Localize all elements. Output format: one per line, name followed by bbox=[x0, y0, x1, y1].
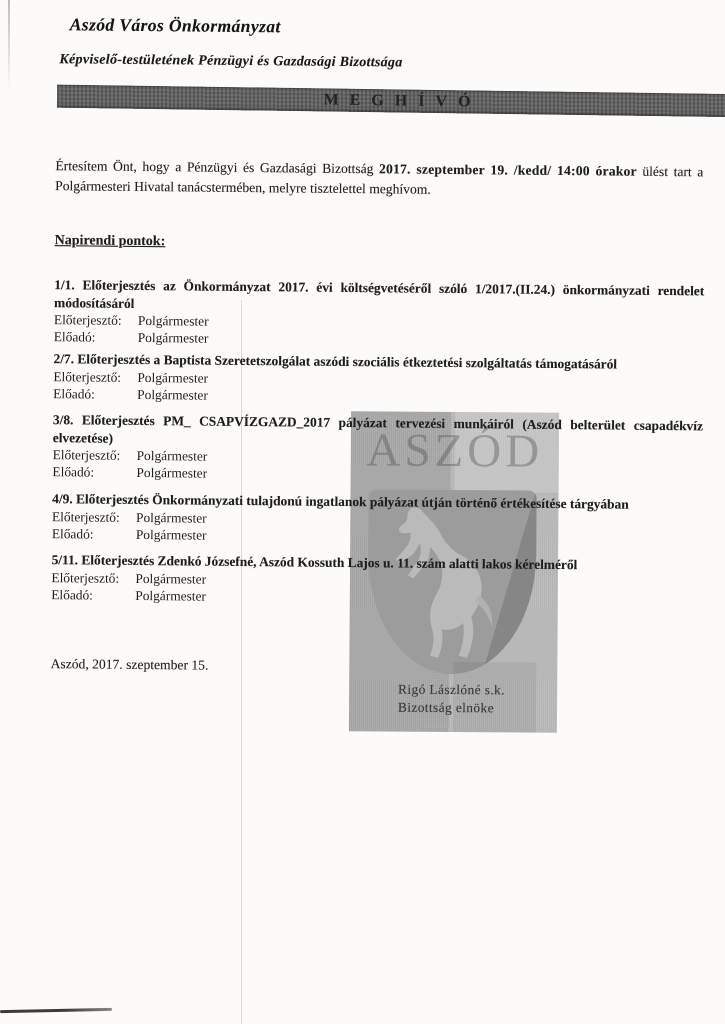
meghivo-banner bbox=[57, 85, 725, 117]
agenda-item-title: 5/11. Előterjesztés Zdenkó Józsefné, Aszód Kossuth Lajos u. 11. szám alatti lakos kérelméről bbox=[51, 552, 578, 573]
org-subtitle: Képviselő-testületének Pénzügyi és Gazdasági Bizottsága bbox=[59, 52, 403, 71]
agenda-item-title: 3/8. Előterjesztés PM_ CSAPVÍZGAZD_2017 pályázat tervezési munkáiról (Aszód belterület csapadékvíz elvezetése) bbox=[52, 412, 704, 446]
agenda-item-2 bbox=[53, 350, 703, 408]
speaker-label: Előadó: bbox=[51, 586, 94, 603]
presenter-value: Polgármester bbox=[136, 447, 208, 464]
speaker-value: Polgármester bbox=[135, 526, 207, 543]
presenter-value: Polgármester bbox=[135, 509, 207, 526]
speaker-label: Előadó: bbox=[51, 525, 94, 542]
agenda-item-3 bbox=[52, 411, 703, 486]
presenter-value: Polgármester bbox=[137, 369, 209, 386]
signature-title: Bizottság elnöke bbox=[397, 699, 495, 716]
speaker-value: Polgármester bbox=[135, 587, 207, 604]
presenter-value: Polgármester bbox=[137, 312, 209, 329]
presenter-label: Előterjesztő: bbox=[51, 569, 120, 586]
agenda-item-title: 4/9. Előterjesztés Önkormányzati tulajdonú ingatlanok pályázat útján történő értékesítése tárgyában bbox=[52, 491, 629, 512]
agenda-item-1 bbox=[54, 276, 705, 351]
speaker-label: Előadó: bbox=[52, 464, 95, 480]
agenda-item-5 bbox=[51, 551, 701, 609]
agenda-item-title: 2/7. Előterjesztés a Baptista Szeretetszolgálat aszódi szociális étkeztetési szolgáltatás támogatásáról bbox=[53, 351, 618, 372]
presenter-label: Előterjesztő: bbox=[53, 312, 122, 328]
presenter-value: Polgármester bbox=[135, 570, 207, 587]
agenda-item-title: 1/1. Előterjesztés az Önkormányzat 2017. évi költségvetéséről szóló 1/2017.(II.24.) önkormányzati rendelet módosításáról bbox=[54, 277, 705, 311]
agenda-item-4 bbox=[52, 490, 702, 548]
speaker-label: Előadó: bbox=[53, 329, 96, 345]
intro-paragraph bbox=[55, 156, 703, 202]
speaker-value: Polgármester bbox=[137, 329, 209, 346]
presenter-label: Előterjesztő: bbox=[51, 508, 120, 525]
speaker-value: Polgármester bbox=[137, 386, 208, 403]
presenter-label: Előterjesztő: bbox=[53, 368, 122, 385]
speaker-label: Előadó: bbox=[53, 385, 95, 402]
banner-title: MEGHÍVÓ bbox=[323, 90, 482, 111]
stamp-city-text: ASZÓD bbox=[366, 424, 544, 478]
signature-block bbox=[398, 681, 505, 718]
intro-date-bold: 2017. szeptember 19. /kedd/ 14:00 órakor bbox=[379, 161, 637, 179]
intro-part3: ülést tart a Polgármesteri Hivatal tanácstermében, melyre tisztelettel meghívom. bbox=[55, 163, 704, 197]
speaker-value: Polgármester bbox=[136, 464, 208, 481]
presenter-label: Előterjesztő: bbox=[52, 447, 121, 463]
signature-name: Rigó Lászlóné s.k. bbox=[398, 681, 505, 698]
intro-part1: Értesítem Önt, hogy a Pénzügyi és Gazdasági Bizottság bbox=[55, 158, 380, 177]
org-title: Aszód Város Önkormányzat bbox=[69, 14, 281, 37]
date-line: Aszód, 2017. szeptember 15. bbox=[50, 656, 209, 673]
agenda-heading: Napirendi pontok: bbox=[54, 233, 166, 250]
